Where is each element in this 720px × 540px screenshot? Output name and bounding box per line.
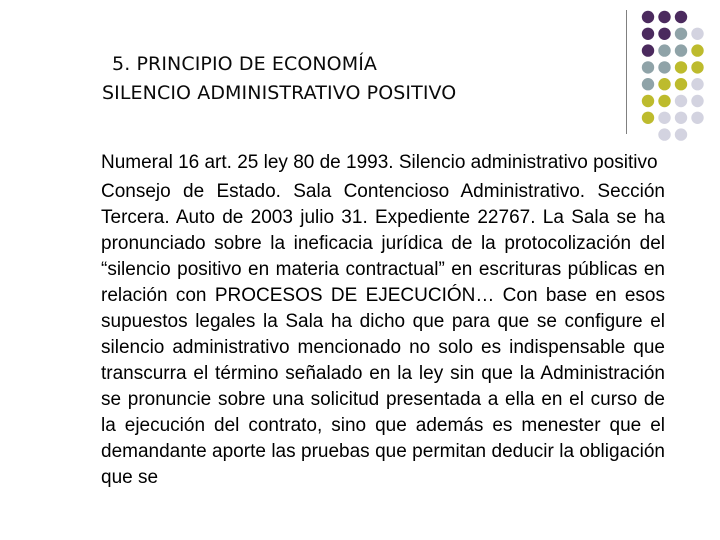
decorative-dot [691,112,703,124]
decorative-dot [675,78,687,90]
decorative-dot-grid [640,8,720,148]
decorative-dot [675,95,687,107]
decorative-dot [658,95,670,107]
decorative-dot [642,112,654,124]
decorative-dot [642,44,654,56]
dot-grid-graphic [640,8,720,148]
title-line-2: SILENCIO ADMINISTRATIVO POSITIVO [102,82,457,104]
decorative-dot [691,28,703,40]
decorative-dot [675,61,687,73]
decorative-dot [691,44,703,56]
decorative-dot [691,95,703,107]
decorative-dot [642,28,654,40]
vertical-divider [626,10,627,134]
decorative-dot [675,28,687,40]
title-line-1: 5. PRINCIPIO DE ECONOMÍA [112,53,378,75]
decorative-dot [675,44,687,56]
decorative-dot [658,61,670,73]
body-paragraph: Consejo de Estado. Sala Contencioso Administrativo. Sección Tercera. Auto de 2003 julio 31. Expediente 22767. La Sala se ha pronunciado sobre la ineficacia jurídica de la protocolización del “silencio positivo en materia contractual” en escrituras públicas en relación con PROCESOS DE EJECUCIÓN… Con base en esos supuestos legales la Sala ha dicho que para que se configure el silencio administrativo mencionado no solo es indispensable que transcurra el término señalado en la ley sin que la Administración se pronuncie sobre una solicitud presentada a ella en el curso de la ejecución del contrato, sino que además es menester que el demandante aporte las pruebas que permitan deducir la obligación que se [101,181,665,488]
decorative-dot [691,78,703,90]
decorative-dot [642,78,654,90]
slide-title [102,50,622,108]
decorative-dot [642,11,654,23]
slide-body [101,150,665,491]
decorative-dot [658,28,670,40]
decorative-dot [658,112,670,124]
decorative-dot [658,11,670,23]
decorative-dot [658,44,670,56]
decorative-dot [675,11,687,23]
decorative-dot [675,128,687,140]
decorative-dot [658,78,670,90]
body-heading: Numeral 16 art. 25 ley 80 de 1993. Silencio administrativo positivo [101,152,658,173]
decorative-dot [675,112,687,124]
decorative-dot [642,95,654,107]
decorative-dot [658,128,670,140]
decorative-dot [642,61,654,73]
decorative-dot [691,61,703,73]
